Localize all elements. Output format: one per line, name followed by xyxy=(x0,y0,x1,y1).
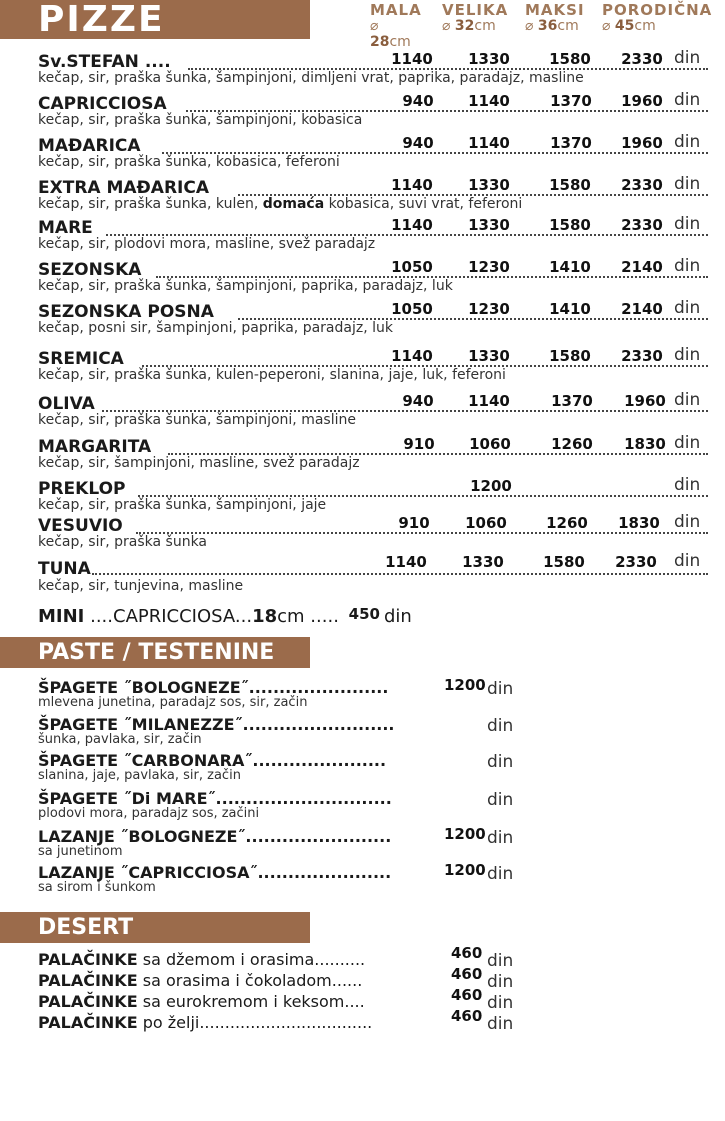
pizza-ingredients: kečap, sir, praška šunka, šampinjoni, dimljeni vrat, paprika, paradajz, masline xyxy=(38,70,584,86)
diameter-icon: ⌀ xyxy=(442,18,451,34)
pizza-ingredients: kečap, sir, tunjevina, masline xyxy=(38,578,244,594)
price-velika: 1200 xyxy=(470,477,512,495)
currency: din xyxy=(383,606,412,627)
price-maksi: 1580 xyxy=(549,347,591,365)
price-maksi: 1370 xyxy=(550,92,592,110)
price-maksi: 1410 xyxy=(549,300,591,318)
section-title-desert: DESERT xyxy=(0,912,310,943)
price-maksi: 1580 xyxy=(549,216,591,234)
pasta-item xyxy=(38,789,538,825)
pizza-name: OLIVA xyxy=(38,394,95,414)
pizza-name: MAĐARICA xyxy=(38,136,141,156)
size-diameter: ⌀ 28cm xyxy=(370,18,411,50)
pizza-name: MARGARITA xyxy=(38,437,152,457)
price-porodicna: 1830 xyxy=(618,514,660,532)
price-maksi: 1370 xyxy=(550,134,592,152)
currency: din xyxy=(674,551,701,571)
mini-unit: cm ..... xyxy=(277,606,339,627)
pasta-name: ŠPAGETE ˝CARBONARA˝...................... xyxy=(38,751,387,770)
price-maksi: 1580 xyxy=(549,50,591,68)
pizza-name: VESUVIO xyxy=(38,516,123,536)
pizza-item xyxy=(38,514,708,556)
currency: din xyxy=(487,679,514,699)
size-diameter: ⌀ 45cm xyxy=(602,18,656,34)
pizza-item xyxy=(38,176,708,218)
currency: din xyxy=(674,475,701,495)
currency: din xyxy=(487,716,514,736)
currency: din xyxy=(674,256,701,276)
pasta-ingredients: slanina, jaje, pavlaka, sir, začin xyxy=(38,768,241,783)
price-porodicna: 1830 xyxy=(624,435,666,453)
currency: din xyxy=(674,345,701,365)
price-velika: 1060 xyxy=(465,514,507,532)
mini-name: MINI xyxy=(38,606,85,627)
pasta-ingredients: plodovi mora, paradajz sos, začini xyxy=(38,806,260,821)
size-label: MALA xyxy=(370,1,422,19)
size-column-velika xyxy=(442,1,508,34)
currency: din xyxy=(674,390,701,410)
dessert-price: 460 xyxy=(451,965,483,983)
price-maksi: 1580 xyxy=(543,553,585,571)
currency: din xyxy=(674,90,701,110)
pasta-ingredients: sa sirom i šunkom xyxy=(38,880,156,895)
size-label: PORODIČNA xyxy=(602,1,713,19)
currency: din xyxy=(674,512,701,532)
size-diameter: ⌀ 32cm xyxy=(442,18,496,34)
pasta-price: 1200 xyxy=(444,825,486,843)
price-maksi: 1260 xyxy=(551,435,593,453)
mini-text: ....CAPRICCIOSA... xyxy=(90,606,253,627)
pasta-item xyxy=(38,863,538,899)
price-velika: 1140 xyxy=(468,92,510,110)
price-porodicna: 1960 xyxy=(621,134,663,152)
section-title-paste: PASTE / TESTENINE xyxy=(0,637,310,668)
price-mala: 1140 xyxy=(391,50,433,68)
currency: din xyxy=(674,174,701,194)
price-mala: 1140 xyxy=(391,347,433,365)
pasta-item xyxy=(38,715,538,751)
pasta-price: 1200 xyxy=(444,861,486,879)
pizza-item xyxy=(38,392,708,434)
currency: din xyxy=(674,433,701,453)
pizza-name: CAPRICCIOSA xyxy=(38,94,167,114)
mini-price: 450 xyxy=(348,605,380,623)
price-porodicna: 2140 xyxy=(621,258,663,276)
pasta-item xyxy=(38,678,538,714)
size-label: MAKSI xyxy=(525,1,585,19)
diameter-icon: ⌀ xyxy=(525,18,534,34)
diameter-icon: ⌀ xyxy=(602,18,611,34)
price-porodicna: 2140 xyxy=(621,300,663,318)
pizza-ingredients: kečap, posni sir, šampinjoni, paprika, paradajz, luk xyxy=(38,320,393,336)
pizza-name: SEZONSKA POSNA xyxy=(38,302,214,322)
dessert-price: 460 xyxy=(451,944,483,962)
price-maksi: 1370 xyxy=(551,392,593,410)
pizza-ingredients: kečap, sir, praška šunka, kulen-peperoni, slanina, jaje, luk, feferoni xyxy=(38,367,506,383)
currency: din xyxy=(487,993,514,1013)
currency: din xyxy=(674,214,701,234)
pasta-name: LAZANJE ˝CAPRICCIOSA˝...................... xyxy=(38,863,392,882)
size-column-porodicna xyxy=(602,1,712,34)
pizza-item xyxy=(38,553,708,595)
pizza-item xyxy=(38,258,708,300)
pizza-item xyxy=(38,92,708,134)
pizza-ingredients: kečap, sir, praška šunka, šampinjoni, paprika, paradajz, luk xyxy=(38,278,453,294)
mini-size: 18 xyxy=(252,606,278,627)
dessert-name: PALAČINKE po želji.................................. xyxy=(38,1013,373,1032)
pizza-name: MARE xyxy=(38,218,93,238)
dessert-item xyxy=(38,1007,538,1035)
price-mala: 1050 xyxy=(391,258,433,276)
dessert-name: PALAČINKE sa eurokremom i keksom.... xyxy=(38,992,365,1011)
pasta-name: ŠPAGETE ˝MILANEZZE˝......................... xyxy=(38,715,395,734)
currency: din xyxy=(487,972,514,992)
price-maksi: 1260 xyxy=(546,514,588,532)
pasta-name: ŠPAGETE ˝Di MARE˝............................. xyxy=(38,789,392,808)
size-diameter: ⌀ 36cm xyxy=(525,18,579,34)
pizza-item xyxy=(38,347,708,389)
pasta-item xyxy=(38,751,538,787)
price-velika: 1330 xyxy=(468,216,510,234)
price-velika: 1140 xyxy=(468,134,510,152)
currency: din xyxy=(487,864,514,884)
currency: din xyxy=(674,298,701,318)
price-velika: 1230 xyxy=(468,258,510,276)
pizza-ingredients: kečap, sir, praška šunka, šampinjoni, jaje xyxy=(38,497,327,513)
pasta-ingredients: mlevena junetina, paradajz sos, sir, začin xyxy=(38,695,308,710)
dessert-name: PALAČINKE sa džemom i orasima.......... xyxy=(38,950,366,969)
currency: din xyxy=(487,1014,514,1034)
pizza-name: Sv.STEFAN .... xyxy=(38,52,171,72)
price-velika: 1330 xyxy=(468,176,510,194)
dessert-price: 460 xyxy=(451,986,483,1004)
price-mala: 910 xyxy=(403,435,435,453)
price-mala: 1140 xyxy=(391,176,433,194)
price-velika: 1330 xyxy=(462,553,504,571)
price-mala: 1140 xyxy=(385,553,427,571)
dessert-price: 460 xyxy=(451,1007,483,1025)
pasta-ingredients: sa junetinom xyxy=(38,844,123,859)
price-mala: 910 xyxy=(398,514,430,532)
pizza-name: EXTRA MAĐARICA xyxy=(38,178,210,198)
size-column-mala xyxy=(370,1,422,50)
price-porodicna: 2330 xyxy=(621,216,663,234)
currency: din xyxy=(487,790,514,810)
pizza-name: SREMICA xyxy=(38,349,124,369)
pizza-name: SEZONSKA xyxy=(38,260,142,280)
pasta-name: ŠPAGETE ˝BOLOGNEZE˝....................... xyxy=(38,678,389,697)
price-porodicna: 2330 xyxy=(621,176,663,194)
price-mala: 940 xyxy=(402,134,434,152)
currency: din xyxy=(487,752,514,772)
pizza-item xyxy=(38,50,708,92)
size-label: VELIKA xyxy=(442,1,509,19)
price-porodicna: 2330 xyxy=(621,50,663,68)
currency: din xyxy=(487,951,514,971)
price-velika: 1060 xyxy=(469,435,511,453)
currency: din xyxy=(674,132,701,152)
currency: din xyxy=(487,828,514,848)
size-column-maksi xyxy=(525,1,585,34)
price-mala: 1140 xyxy=(391,216,433,234)
pizza-ingredients: kečap, sir, šampinjoni, masline, svež paradajz xyxy=(38,455,360,471)
pasta-price: 1200 xyxy=(444,676,486,694)
pizza-ingredients: kečap, sir, praška šunka, šampinjoni, kobasica xyxy=(38,112,363,128)
section-title-pizze: PIZZE xyxy=(0,0,310,39)
pasta-item xyxy=(38,827,538,863)
diameter-icon: ⌀ xyxy=(370,18,379,34)
pizza-item xyxy=(38,300,708,342)
price-maksi: 1410 xyxy=(549,258,591,276)
pizza-ingredients: kečap, sir, plodovi mora, masline, svež paradajz xyxy=(38,236,376,252)
pizza-ingredients: kečap, sir, praška šunka, kulen, domaća kobasica, suvi vrat, feferoni xyxy=(38,196,523,212)
pizza-name: TUNA xyxy=(38,559,91,579)
price-velika: 1330 xyxy=(468,347,510,365)
pizza-ingredients: kečap, sir, praška šunka xyxy=(38,534,208,550)
currency: din xyxy=(674,48,701,68)
price-mala: 940 xyxy=(402,392,434,410)
leader-dots xyxy=(92,571,708,575)
pizza-ingredients: kečap, sir, praška šunka, kobasica, feferoni xyxy=(38,154,340,170)
price-mala: 1050 xyxy=(391,300,433,318)
pizza-name: PREKLOP xyxy=(38,479,126,499)
pizza-ingredients: kečap, sir, praška šunka, šampinjoni, masline xyxy=(38,412,356,428)
price-velika: 1140 xyxy=(468,392,510,410)
price-porodicna: 1960 xyxy=(621,92,663,110)
price-mala: 940 xyxy=(402,92,434,110)
pizza-item xyxy=(38,435,708,477)
price-porodicna: 2330 xyxy=(621,347,663,365)
price-velika: 1230 xyxy=(468,300,510,318)
price-maksi: 1580 xyxy=(549,176,591,194)
price-velika: 1330 xyxy=(468,50,510,68)
pizza-item xyxy=(38,216,708,258)
mini-pizza-line xyxy=(38,606,412,627)
pizza-item xyxy=(38,134,708,176)
pizza-item xyxy=(38,477,708,519)
pasta-ingredients: šunka, pavlaka, sir, začin xyxy=(38,732,202,747)
price-porodicna: 1960 xyxy=(624,392,666,410)
pasta-name: LAZANJE ˝BOLOGNEZE˝........................ xyxy=(38,827,392,846)
dessert-name: PALAČINKE sa orasima i čokoladom...... xyxy=(38,971,363,990)
price-porodicna: 2330 xyxy=(615,553,657,571)
